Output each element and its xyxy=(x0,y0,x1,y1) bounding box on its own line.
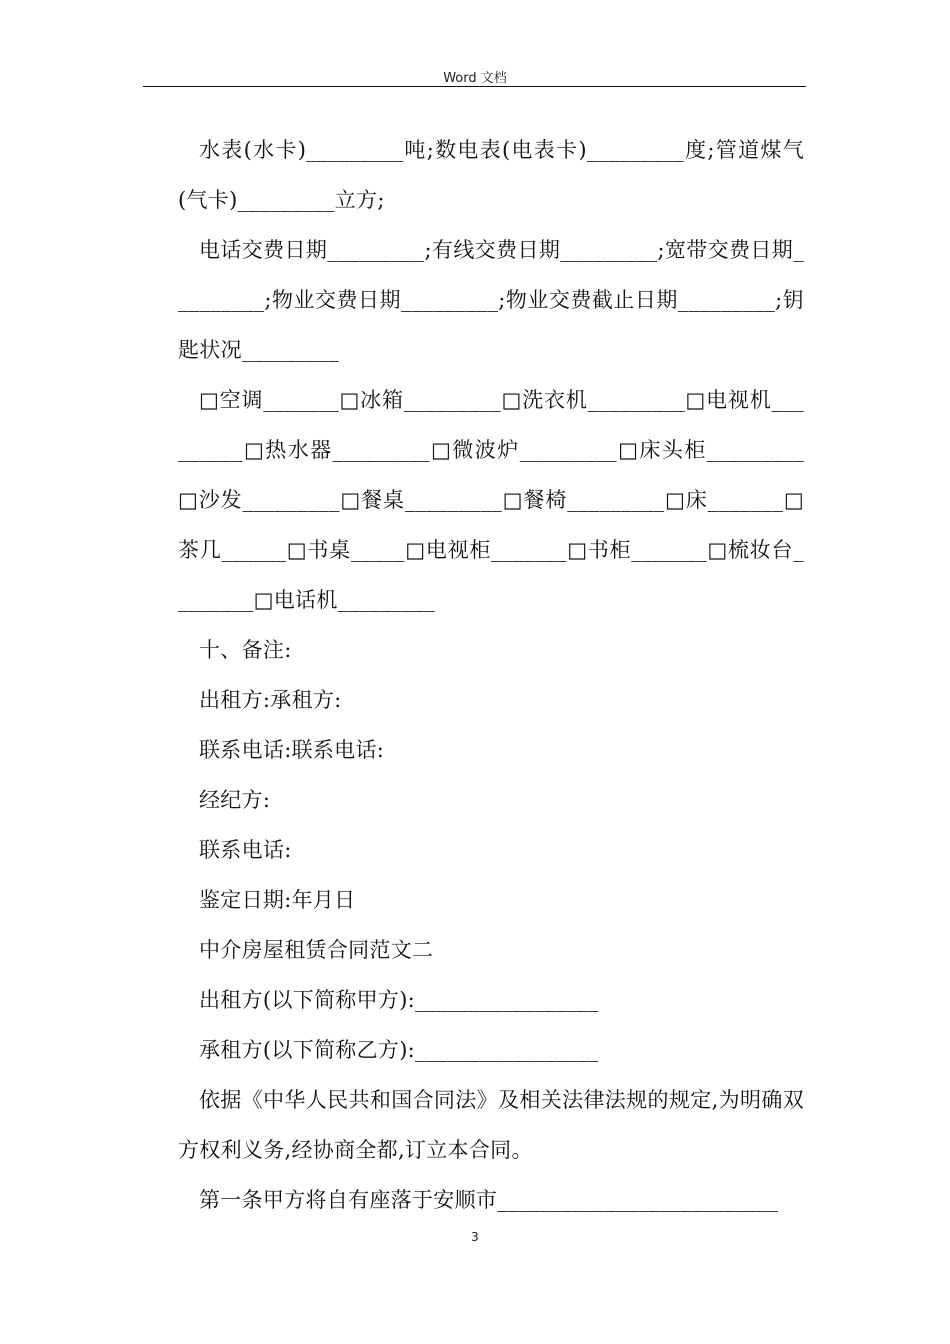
paragraph-article-one: 第一条甲方将自有座落于安顺市__________________________ xyxy=(199,1188,778,1212)
page-number: 3 xyxy=(471,1230,479,1244)
paragraph-appliance-checklist: □空调_______□冰箱_________□洗衣机_________□电视机_________□热水器_________□微波炉_________□床头柜_________□沙发_________□餐桌_________□餐椅_________□床_______□茶几______□书桌_____□电视柜_______□书柜_______□梳妆台________□电话机_________ xyxy=(178,388,804,612)
document-body xyxy=(178,125,804,1225)
paragraph-signing-date: 鉴定日期:年月日 xyxy=(199,888,356,912)
header-rule xyxy=(143,86,806,87)
paragraph-agent-phone: 联系电话: xyxy=(199,838,292,862)
paragraph-meter-readings: 水表(水卡)_________吨;数电表(电表卡)_________度;管道煤气(气卡)_________立方; xyxy=(178,138,804,212)
paragraph-lessee: 承租方(以下简称乙方):_________________ xyxy=(199,1038,599,1062)
paragraph-payment-dates: 电话交费日期_________;有线交费日期_________;宽带交费日期_________;物业交费日期_________;物业交费截止日期_________;钥匙状况_________ xyxy=(178,238,804,362)
paragraph-preamble: 依据《中华人民共和国合同法》及相关法律法规的规定,为明确双方权利义务,经协商全都,订立本合同。 xyxy=(178,1088,804,1162)
paragraph-parties: 出租方:承租方: xyxy=(199,688,342,712)
page-header: Word 文档 xyxy=(443,71,507,86)
paragraph-agent: 经纪方: xyxy=(199,788,271,812)
paragraph-phones: 联系电话:联系电话: xyxy=(199,738,385,762)
paragraph-lessor: 出租方(以下简称甲方):_________________ xyxy=(199,988,599,1012)
paragraph-section-title: 中介房屋租赁合同范文二 xyxy=(199,938,434,962)
paragraph-remarks-heading: 十、备注: xyxy=(199,638,292,662)
